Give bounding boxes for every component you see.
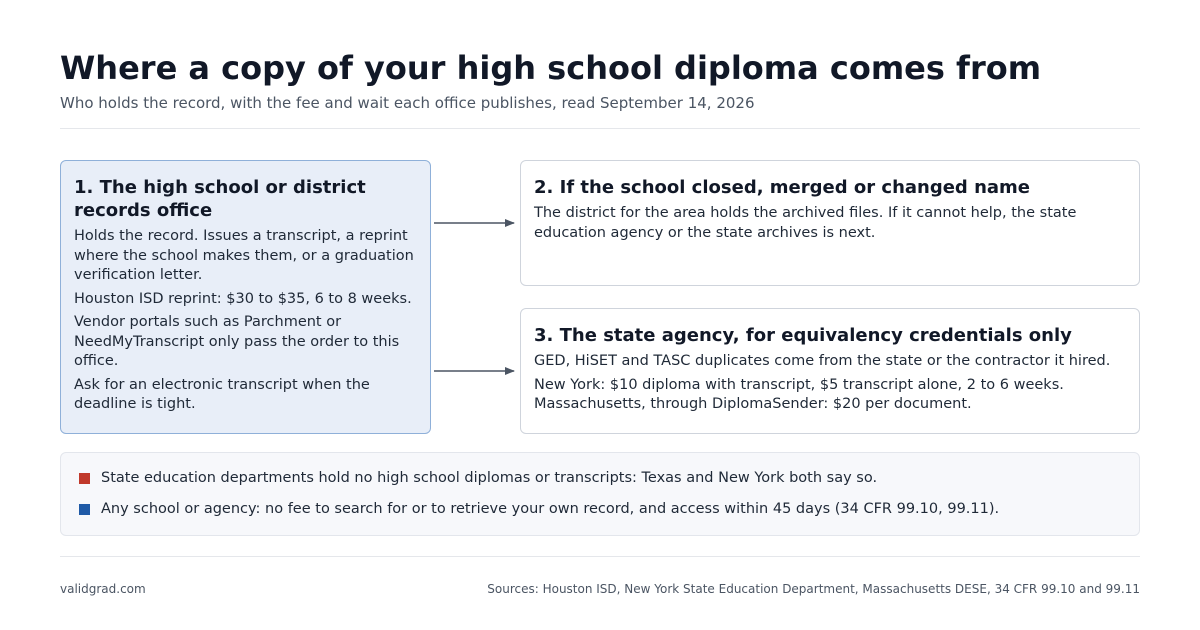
step-card-title: 1. The high school or district records office: [74, 177, 366, 221]
step-card-school-records-office: [60, 160, 431, 434]
step-card-title: 2. If the school closed, merged or changed name: [534, 177, 1031, 198]
step-card-text: New York: $10 diploma with transcript, $5 transcript alone, 2 to 6 weeks. Massachusetts, through DiplomaSender: $20 per document.: [534, 376, 1064, 412]
blue-square-icon: [79, 504, 90, 515]
note-text: Any school or agency: no fee to search for or to retrieve your own record, and access within 45 days (34 CFR 99.10, 99.11).: [101, 501, 1000, 517]
step-card-text: Vendor portals such as Parchment or NeedMyTranscript only pass the order to this office.: [74, 314, 400, 369]
page-subtitle: Who holds the record, with the fee and wait each office publishes, read September 14, 2026: [60, 94, 755, 112]
header-divider: [60, 128, 1140, 129]
step-card-title: 3. The state agency, for equivalency credentials only: [534, 325, 1072, 346]
page-title: Where a copy of your high school diploma comes from: [60, 49, 1042, 87]
key-notes-panel: [60, 452, 1140, 536]
footer-divider: [60, 556, 1140, 557]
step-card-text: Houston ISD reprint: $30 to $35, 6 to 8 weeks.: [74, 290, 412, 307]
sources-citation: Sources: Houston ISD, New York State Education Department, Massachusetts DESE, 34 CFR 99.10 and 99.11: [487, 582, 1140, 596]
note-text: State education departments hold no high school diplomas or transcripts: Texas and New York both say so.: [101, 470, 878, 486]
note-item: [79, 468, 1121, 488]
step-card-text: Ask for an electronic transcript when the deadline is tight.: [74, 376, 370, 412]
step-card-text: GED, HiSET and TASC duplicates come from the state or the contractor it hired.: [534, 353, 1111, 369]
red-square-icon: [79, 473, 90, 484]
step-card-text: Holds the record. Issues a transcript, a reprint where the school makes them, or a graduation verification letter.: [74, 228, 414, 283]
note-item: [79, 499, 1121, 519]
site-name: validgrad.com: [60, 582, 146, 596]
step-card-state-agency: [520, 308, 1140, 434]
step-card-closed-school: [520, 160, 1140, 286]
step-card-text: The district for the area holds the archived files. If it cannot help, the state education agency or the state archives is next.: [534, 205, 1077, 241]
